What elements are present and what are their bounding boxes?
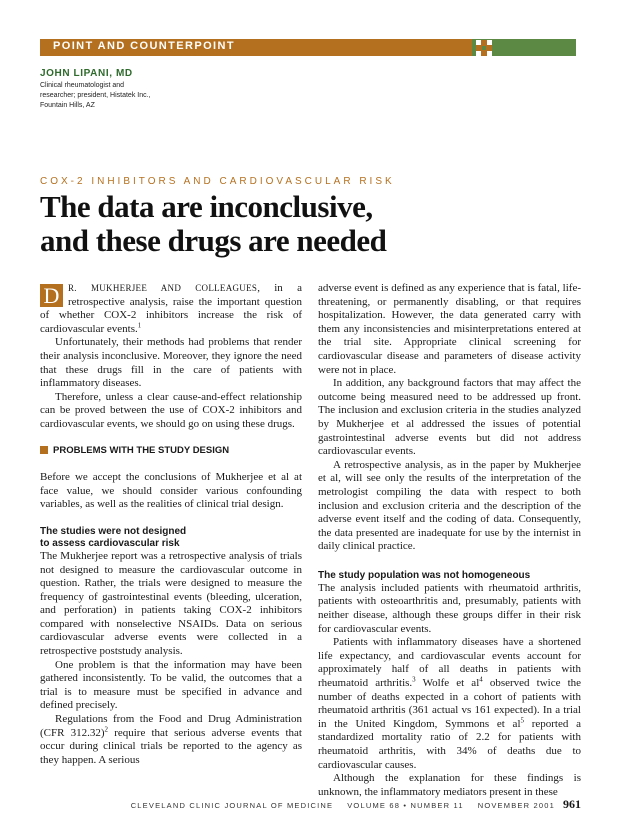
banner-label: POINT AND COUNTERPOINT — [53, 40, 235, 52]
paragraph: adverse event is defined as any experience that is fatal, life-threatening, or permanently disabling, or that requires hospitalization. However, the data generated carry with them any inconsistencies and misinterpretations entered at the trial site. Appropriate clinical screening for cardiovascular disease and parameters of disease activity were not in place. — [318, 282, 581, 376]
affiliation-line: researcher; president, Histatek Inc., — [40, 92, 151, 99]
paragraph: Unfortunately, their methods had problems that render their analysis inconclusive. Moreover, they ignore the need that these drugs fill in the care of patients with inflammatory diseases. — [40, 336, 302, 390]
reference-mark: 5 — [520, 716, 524, 725]
subheading — [40, 526, 302, 550]
page-footer — [0, 795, 581, 813]
section-heading — [40, 444, 302, 458]
paragraph-text: observed twice the number of deaths expected in a cohort of patients with rheumatoid arthritis (361 actual vs 161 expected). In a trial in the United Kingdom, Symmons et al — [318, 677, 582, 730]
paragraph-text: Patients with inflammatory diseases have a shortened life expectancy, and cardiovascular events account for approximately half of all deaths in patients with rheumatoid arthritis. — [318, 636, 581, 690]
reference-mark: 3 — [412, 675, 416, 684]
paragraph: Although the explanation for these findings is unknown, the inflammatory mediators present in these — [318, 772, 581, 798]
intro-smallcaps: R. MUKHERJEE AND COLLEAGUES — [68, 283, 258, 293]
affiliation-line: Clinical rheumatologist and — [40, 82, 125, 89]
paragraph — [318, 636, 581, 772]
journal-volume: VOLUME 68 • NUMBER 11 — [347, 801, 464, 810]
drop-cap: D — [40, 284, 63, 307]
journal-name: CLEVELAND CLINIC JOURNAL OF MEDICINE — [130, 801, 334, 810]
subheading-line: to assess cardiovascular risk — [40, 537, 180, 549]
article-title — [40, 190, 386, 258]
article-kicker: COX-2 INHIBITORS AND CARDIOVASCULAR RISK — [40, 176, 395, 187]
paragraph — [40, 713, 302, 767]
reference-mark: 1 — [137, 321, 142, 330]
paragraph-text: reported a standardized mortality ratio of 2.2 for patients with rheumatoid arthritis, with 34% of deaths due to cardiovascular causes. — [318, 717, 581, 771]
paragraph: Before we accept the conclusions of Mukherjee et al at face value, we should consider various confounding variables, as well as the realities of clinical trial design. — [40, 471, 302, 511]
paragraph: Therefore, unless a clear cause-and-effect relationship can be proved between the use of COX-2 inhibitors and cardiovascular events, we should go on using these drugs. — [40, 390, 302, 430]
author-name: JOHN LIPANI, MD — [40, 68, 133, 79]
paragraph: The Mukherjee report was a retrospective analysis of trials not designed to measure the cardiovascular outcome in question. Rather, the trials were designed to measure the frequency of gastrointestinal events (bleeding, ulceration, and perforation) in patients taking COX-2 inhibitors compared with nonselective NSAIDs. Data on serious cardiovascular adverse events were collected in a retrospective poststudy analysis. — [40, 549, 302, 658]
paragraph: In addition, any background factors that may affect the outcome being measured need to be addressed up front. The inclusion and exclusion criteria in the studies analyzed by Mukherjee et al addressed the issues of potential gastrointestinal adverse events but did not address cardiovascular events. — [318, 377, 581, 458]
affiliation-line: Fountain Hills, AZ — [40, 102, 95, 109]
reference-mark: 2 — [104, 724, 109, 733]
left-column — [40, 282, 302, 767]
section-banner — [40, 39, 472, 56]
reference-mark: 4 — [479, 675, 483, 684]
title-line: The data are inconclusive, — [40, 189, 373, 224]
title-line: and these drugs are needed — [40, 223, 387, 258]
paragraph-text: Wolfe et al — [415, 677, 480, 690]
subheading-line: The studies were not designed — [40, 525, 187, 537]
paragraph: One problem is that the information may have been gathered inconsistently. To be valid, the outcomes that a trial is to measure must be specified in advance and defined precisely. — [40, 658, 302, 712]
journal-date: NOVEMBER 2001 — [477, 801, 555, 810]
right-column — [318, 282, 581, 799]
author-affiliation — [40, 81, 170, 111]
paragraph: The analysis included patients with rheumatoid arthritis, patients with osteoarthritis and, presumably, patients with neither disease, although these groups differ in their risk for cardiovascular events. — [318, 581, 581, 635]
paragraph: A retrospective analysis, as in the paper by Mukherjee et al, will see only the results of the interpretation of the metrologist compiling the data with respect to both inclusion and exclusion criteria and the description of the adverse event itself and the coding of data. Consequently, the data presented are inadequate for use by the internist in daily clinical practice. — [318, 458, 581, 553]
paragraph-text: require that serious adverse events that occur during clinical trials be reported to the agency as they happen. A serious — [40, 726, 302, 766]
section-heading-text: PROBLEMS WITH THE STUDY DESIGN — [53, 444, 230, 456]
diamond-logo-icon — [476, 40, 492, 56]
paragraph-text: Regulations from the Food and Drug Administration (CFR 312.32) — [40, 713, 302, 739]
square-bullet-icon — [40, 446, 48, 454]
intro-text: , in a retrospective analysis, raise the important question of whether COX-2 inhibitors increase the risk of cardiovascular events. — [40, 282, 302, 335]
subheading: The study population was not homogeneous — [318, 569, 531, 581]
intro-paragraph — [40, 282, 302, 336]
page-number: 961 — [563, 797, 581, 811]
